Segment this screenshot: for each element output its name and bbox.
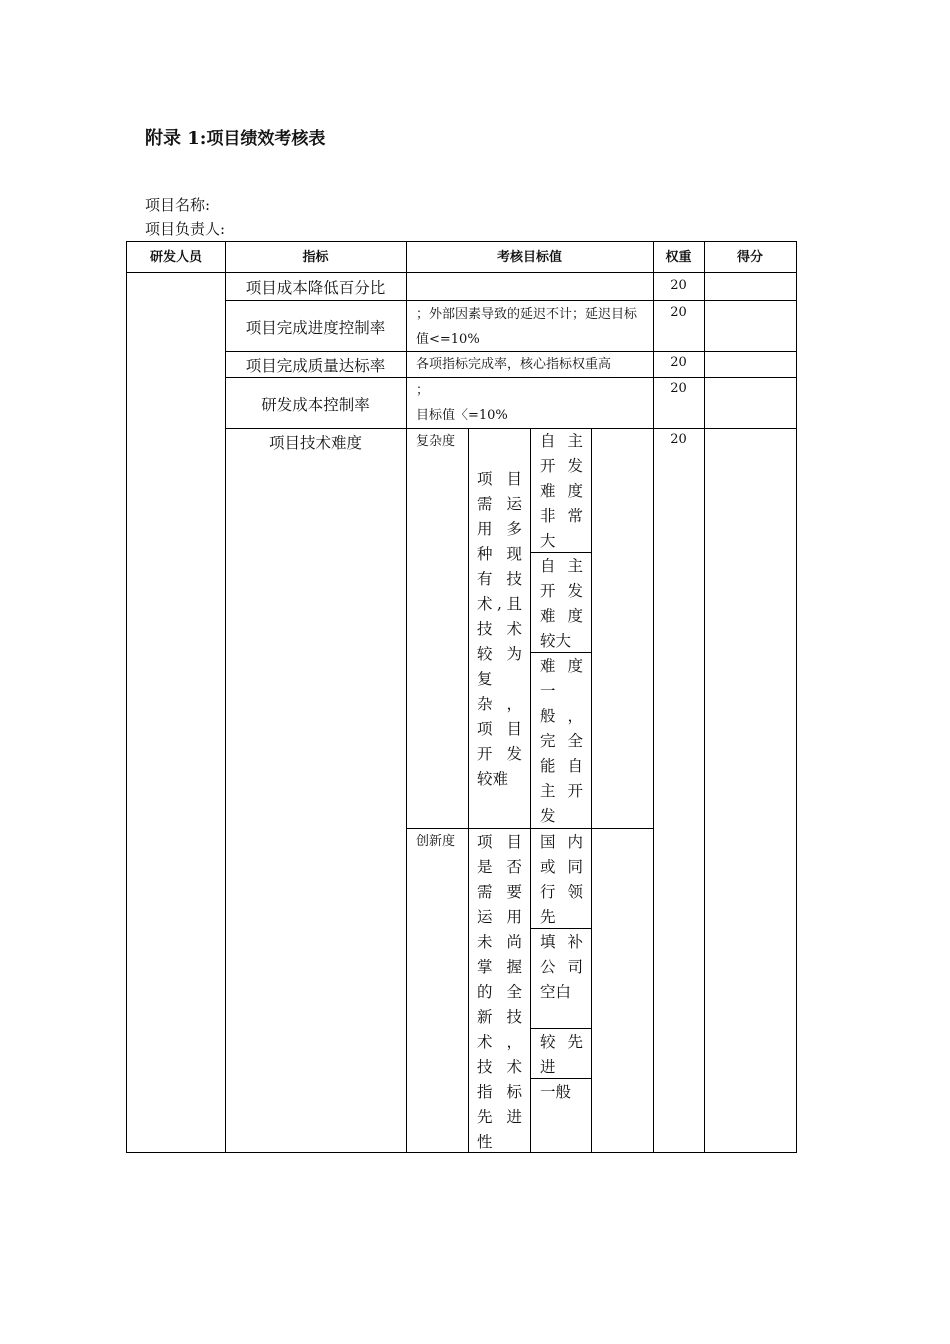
indicator-quality: 项目完成质量达标率 bbox=[245, 357, 386, 375]
indicator-schedule-control: 项目完成进度控制率 bbox=[245, 319, 386, 337]
innovation-label: 创新度 bbox=[416, 834, 456, 849]
weight-value: 20 bbox=[670, 355, 687, 370]
innovation-level-3: 较先进 bbox=[540, 1033, 583, 1076]
indicator-cost-reduction: 项目成本降低百分比 bbox=[245, 279, 386, 297]
complexity-label: 复杂度 bbox=[416, 434, 456, 449]
project-leader-label: 项目负责人: bbox=[145, 220, 226, 238]
innovation-level-4: 一般 bbox=[540, 1083, 572, 1101]
col-header-target: 考核目标值 bbox=[496, 250, 562, 265]
complexity-level-2: 自主开发难度较大 bbox=[540, 557, 583, 650]
col-header-weight: 权重 bbox=[665, 250, 692, 265]
indicator-rd-cost: 研发成本控制率 bbox=[261, 396, 370, 414]
target-rd-cost-line1: ； bbox=[416, 383, 430, 398]
col-header-staff: 研发人员 bbox=[149, 250, 202, 265]
col-header-indicator: 指标 bbox=[302, 250, 329, 265]
weight-value: 20 bbox=[670, 432, 687, 447]
weight-value: 20 bbox=[670, 278, 687, 293]
innovation-description: 项目是否需要运用未尚掌握的全新技术，技术指标先进性 bbox=[477, 833, 522, 1151]
weight-value: 20 bbox=[670, 381, 687, 396]
col-header-score: 得分 bbox=[736, 250, 763, 265]
indicator-tech-difficulty: 项目技术难度 bbox=[268, 434, 362, 452]
complexity-level-1: 自主开发难度非常大 bbox=[540, 432, 583, 550]
weight-value: 20 bbox=[670, 305, 687, 320]
project-name-label: 项目名称: bbox=[145, 196, 211, 214]
innovation-level-1: 国内或同行领先 bbox=[540, 833, 583, 926]
target-schedule-control: ；外部因素导致的延迟不计；延迟目标值<=10% bbox=[416, 307, 638, 347]
target-quality: 各项指标完成率，核心指标权重高 bbox=[416, 357, 612, 372]
innovation-level-2: 填补公司空白 bbox=[540, 933, 583, 1001]
complexity-level-3: 难度一般，完全能自主开发 bbox=[540, 657, 583, 825]
target-rd-cost-line2: 目标值〈=10% bbox=[416, 408, 508, 423]
complexity-description: 项目需运用多种现有技术,且技术较为复杂，项目开发较难 bbox=[477, 470, 522, 788]
page-title: 附录 1:项目绩效考核表 bbox=[145, 128, 326, 149]
